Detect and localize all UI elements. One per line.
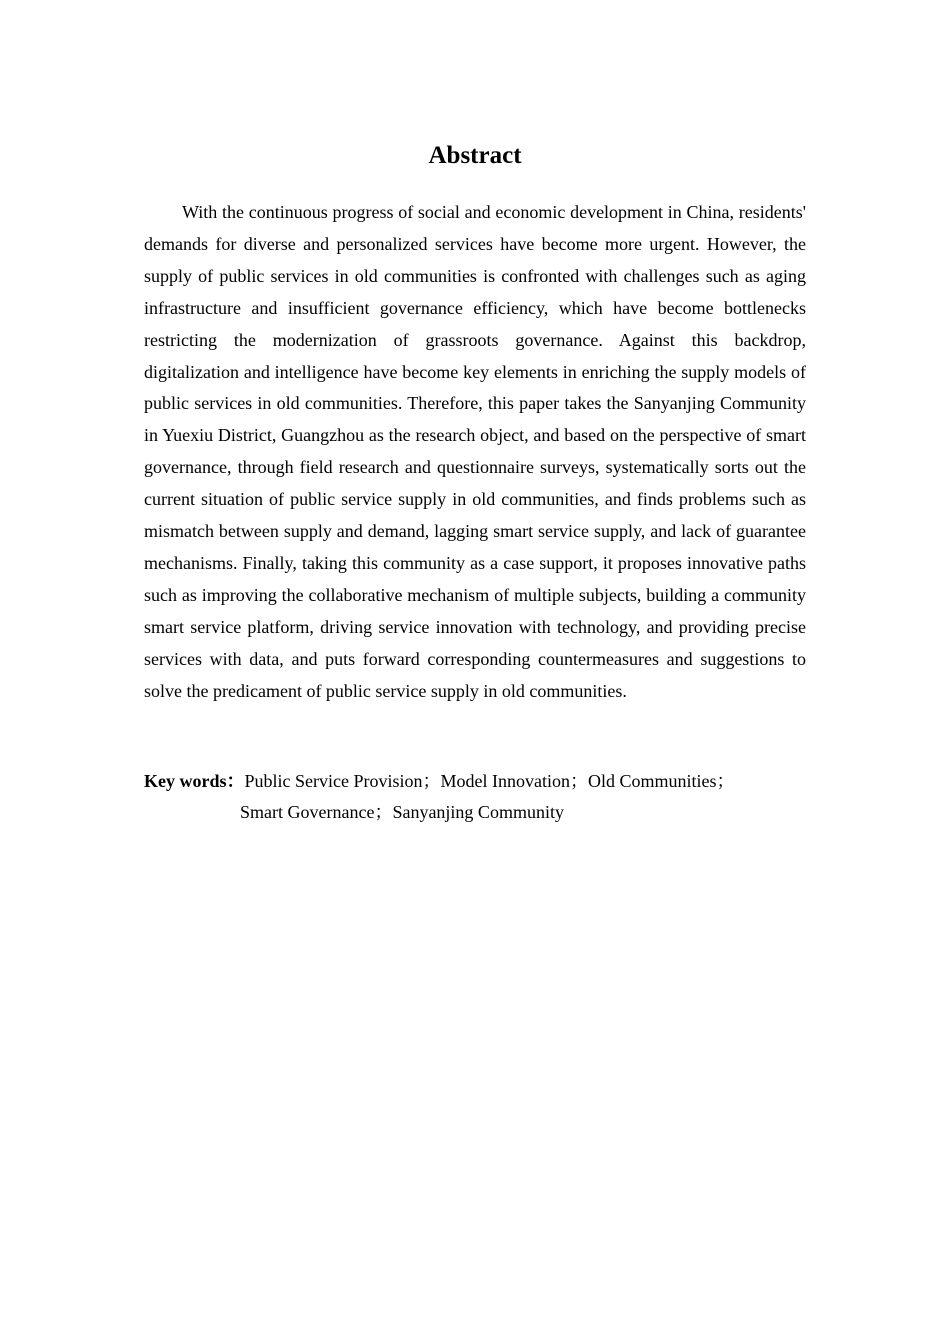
keywords-line-1 [144, 766, 806, 797]
keywords-block [144, 766, 806, 828]
abstract-paragraph: With the continuous progress of social and economic development in China, residents' demands for diverse and personalized services have become more urgent. However, the supply of public services in old communities is confronted with challenges such as aging infrastructure and insufficient governance efficiency, which have become bottlenecks restricting the modernization of grassroots governance. Against this backdrop, digitalization and intelligence have become key elements in enriching the supply models of public services in old communities. Therefore, this paper takes the Sanyanjing Community in Yuexiu District, Guangzhou as the research object, and based on the perspective of smart governance, through field research and questionnaire surveys, systematically sorts out the current situation of public service supply in old communities, and finds problems such as mismatch between supply and demand, lagging smart service supply, and lack of guarantee mechanisms. Finally, taking this community as a case support, it proposes innovative paths such as improving the collaborative mechanism of multiple subjects, building a community smart service platform, driving service innovation with technology, and providing precise services with data, and puts forward corresponding countermeasures and suggestions to solve the predicament of public service supply in old communities. [144, 202, 806, 701]
keywords-label: Key words： [144, 771, 245, 791]
keywords-list-1: Public Service Provision；Model Innovation；Old Communities； [244, 771, 735, 791]
keywords-list-2: Smart Governance；Sanyanjing Community [240, 802, 564, 822]
page-title: Abstract [428, 142, 522, 169]
